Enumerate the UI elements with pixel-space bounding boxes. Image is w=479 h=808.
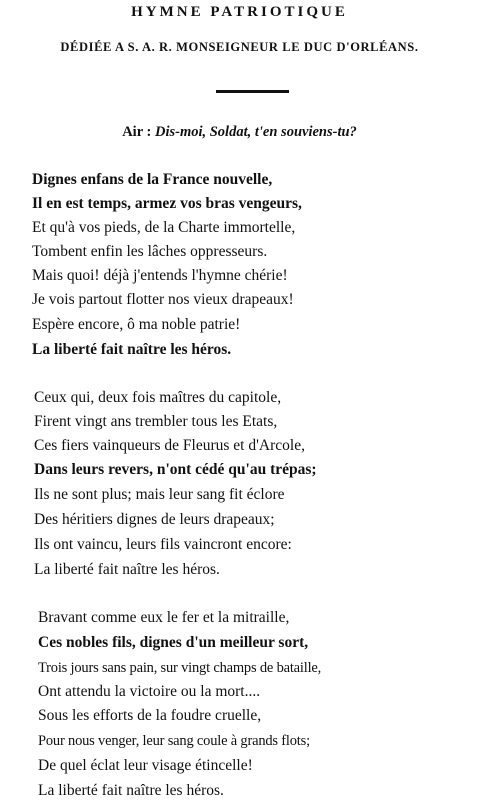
verse-line: Firent vingt ans trembler tous les Etats, [34, 413, 278, 430]
verse-line: Ils ont vaincu, leurs fils vaincront encore: [34, 536, 292, 553]
verse-line: Dans leurs revers, n'ont cédé qu'au trépas; [34, 461, 317, 478]
dedication-line: DÉDIÉE A S. A. R. MONSEIGNEUR LE DUC D'ORLÉANS. [60, 40, 419, 54]
verse-line: Dignes enfans de la France nouvelle, [32, 171, 273, 188]
verse-line: La liberté fait naître les héros. [34, 561, 220, 578]
verse-line: La liberté fait naître les héros. [38, 782, 224, 799]
verse-line: De quel éclat leur visage étincelle! [38, 757, 253, 774]
verse-line: La liberté fait naître les héros. [32, 341, 232, 358]
verse-line: Il en est temps, armez vos bras vengeurs, [32, 195, 302, 212]
verse-line: Je vois partout flotter nos vieux drapeaux! [32, 291, 294, 308]
verse-line: Sous les efforts de la foudre cruelle, [38, 707, 262, 724]
title-rule [216, 90, 289, 93]
verse-line: Ils ne sont plus; mais leur sang fit éclore [34, 486, 285, 503]
verse-line: Bravant comme eux le fer et la mitraille, [38, 609, 290, 626]
air-line [0, 124, 479, 141]
verse-line: Espère encore, ô ma noble patrie! [32, 316, 241, 333]
verse-line: Et qu'à vos pieds, de la Charte immortelle, [32, 219, 296, 236]
verse-line: Tombent enfin les lâches oppresseurs. [32, 243, 268, 260]
verse-line: Ces fiers vainqueurs de Fleurus et d'Arcole, [34, 437, 305, 454]
verse-line: Ont attendu la victoire ou la mort.... [38, 683, 261, 700]
verse-line: Ceux qui, deux fois maîtres du capitole, [34, 389, 282, 406]
hymn-title: HYMNE PATRIOTIQUE [131, 4, 348, 20]
verse-line: Pour nous venger, leur sang coule à grands flots; [38, 733, 310, 749]
verse-line: Ces nobles fils, dignes d'un meilleur sort, [38, 634, 309, 651]
verse-line: Des héritiers dignes de leurs drapeaux; [34, 511, 275, 528]
verse-line: Mais quoi! déjà j'entends l'hymne chérie! [32, 267, 288, 284]
air-tune-title: Dis-moi, Soldat, t'en souviens-tu? [154, 124, 357, 140]
verse-line: Trois jours sans pain, sur vingt champs de bataille, [38, 660, 322, 676]
air-label: Air : [122, 124, 152, 140]
